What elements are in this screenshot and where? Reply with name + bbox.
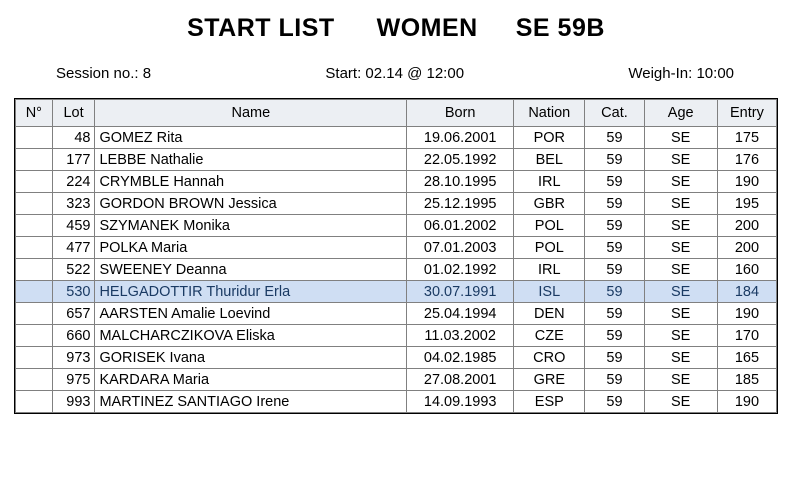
- cell-age: SE: [644, 149, 717, 171]
- cell-number: [16, 171, 53, 193]
- cell-entry: 200: [717, 237, 776, 259]
- cell-entry: 200: [717, 215, 776, 237]
- cell-nation: GBR: [514, 193, 585, 215]
- cell-born: 14.09.1993: [407, 391, 514, 413]
- cell-age: SE: [644, 237, 717, 259]
- cell-category: 59: [585, 303, 644, 325]
- cell-age: SE: [644, 171, 717, 193]
- table-row[interactable]: [16, 369, 777, 391]
- cell-entry: 190: [717, 391, 776, 413]
- cell-nation: CZE: [514, 325, 585, 347]
- cell-name: CRYMBLE Hannah: [95, 171, 407, 193]
- cell-category: 59: [585, 369, 644, 391]
- cell-category: 59: [585, 215, 644, 237]
- cell-category: 59: [585, 347, 644, 369]
- cell-name: HELGADOTTIR Thuridur Erla: [95, 281, 407, 303]
- start-list-table-container: [14, 98, 778, 414]
- cell-category: 59: [585, 281, 644, 303]
- column-header-born: Born: [407, 100, 514, 127]
- cell-lot: 657: [52, 303, 95, 325]
- cell-category: 59: [585, 391, 644, 413]
- cell-number: [16, 149, 53, 171]
- cell-category: 59: [585, 149, 644, 171]
- cell-category: 59: [585, 237, 644, 259]
- page-title: [0, 14, 792, 43]
- page-title-part-category: WOMEN: [376, 14, 478, 42]
- start-list-table: [15, 99, 777, 413]
- cell-number: [16, 369, 53, 391]
- cell-name: GORDON BROWN Jessica: [95, 193, 407, 215]
- table-header-row: [16, 100, 777, 127]
- cell-nation: GRE: [514, 369, 585, 391]
- cell-born: 06.01.2002: [407, 215, 514, 237]
- cell-entry: 195: [717, 193, 776, 215]
- cell-lot: 224: [52, 171, 95, 193]
- column-header-number: N°: [16, 100, 53, 127]
- cell-age: SE: [644, 193, 717, 215]
- cell-born: 25.12.1995: [407, 193, 514, 215]
- cell-lot: 530: [52, 281, 95, 303]
- cell-entry: 160: [717, 259, 776, 281]
- cell-nation: CRO: [514, 347, 585, 369]
- table-row[interactable]: [16, 171, 777, 193]
- page-title-part-list: START LIST: [187, 14, 335, 42]
- cell-age: SE: [644, 325, 717, 347]
- table-row[interactable]: [16, 215, 777, 237]
- cell-nation: DEN: [514, 303, 585, 325]
- column-header-nation: Nation: [514, 100, 585, 127]
- cell-age: SE: [644, 215, 717, 237]
- cell-age: SE: [644, 281, 717, 303]
- page-title-part-group: SE 59B: [515, 14, 605, 42]
- weigh-in-time: Weigh-In: 10:00: [628, 65, 734, 82]
- column-header-category: Cat.: [585, 100, 644, 127]
- cell-age: SE: [644, 303, 717, 325]
- cell-category: 59: [585, 127, 644, 149]
- cell-name: LEBBE Nathalie: [95, 149, 407, 171]
- cell-age: SE: [644, 127, 717, 149]
- cell-category: 59: [585, 171, 644, 193]
- cell-name: SWEENEY Deanna: [95, 259, 407, 281]
- table-row[interactable]: [16, 347, 777, 369]
- cell-lot: 975: [52, 369, 95, 391]
- cell-name: AARSTEN Amalie Loevind: [95, 303, 407, 325]
- cell-born: 22.05.1992: [407, 149, 514, 171]
- cell-number: [16, 237, 53, 259]
- cell-entry: 190: [717, 303, 776, 325]
- cell-name: KARDARA Maria: [95, 369, 407, 391]
- cell-born: 07.01.2003: [407, 237, 514, 259]
- cell-lot: 660: [52, 325, 95, 347]
- table-row[interactable]: [16, 281, 777, 303]
- cell-entry: 176: [717, 149, 776, 171]
- cell-entry: 190: [717, 171, 776, 193]
- cell-name: POLKA Maria: [95, 237, 407, 259]
- table-row[interactable]: [16, 391, 777, 413]
- column-header-name: Name: [95, 100, 407, 127]
- cell-lot: 477: [52, 237, 95, 259]
- cell-nation: ESP: [514, 391, 585, 413]
- column-header-lot: Lot: [52, 100, 95, 127]
- cell-name: MALCHARCZIKOVA Eliska: [95, 325, 407, 347]
- cell-lot: 323: [52, 193, 95, 215]
- cell-entry: 170: [717, 325, 776, 347]
- cell-entry: 185: [717, 369, 776, 391]
- cell-entry: 184: [717, 281, 776, 303]
- table-row[interactable]: [16, 325, 777, 347]
- cell-born: 28.10.1995: [407, 171, 514, 193]
- cell-number: [16, 215, 53, 237]
- cell-lot: 973: [52, 347, 95, 369]
- cell-number: [16, 391, 53, 413]
- cell-name: MARTINEZ SANTIAGO Irene: [95, 391, 407, 413]
- cell-nation: BEL: [514, 149, 585, 171]
- cell-category: 59: [585, 325, 644, 347]
- cell-nation: POL: [514, 215, 585, 237]
- table-body: [16, 127, 777, 413]
- cell-lot: 522: [52, 259, 95, 281]
- session-number: Session no.: 8: [56, 65, 152, 82]
- table-row[interactable]: [16, 259, 777, 281]
- cell-nation: POL: [514, 237, 585, 259]
- cell-number: [16, 281, 53, 303]
- cell-entry: 165: [717, 347, 776, 369]
- table-header: [16, 100, 777, 127]
- cell-name: GORISEK Ivana: [95, 347, 407, 369]
- cell-born: 11.03.2002: [407, 325, 514, 347]
- cell-born: 01.02.1992: [407, 259, 514, 281]
- cell-nation: IRL: [514, 259, 585, 281]
- cell-age: SE: [644, 391, 717, 413]
- cell-lot: 459: [52, 215, 95, 237]
- table-row[interactable]: [16, 237, 777, 259]
- table-row[interactable]: [16, 149, 777, 171]
- cell-nation: POR: [514, 127, 585, 149]
- cell-age: SE: [644, 369, 717, 391]
- cell-number: [16, 127, 53, 149]
- start-list-page: [0, 14, 792, 487]
- cell-born: 25.04.1994: [407, 303, 514, 325]
- cell-number: [16, 347, 53, 369]
- cell-nation: IRL: [514, 171, 585, 193]
- table-row[interactable]: [16, 127, 777, 149]
- cell-lot: 48: [52, 127, 95, 149]
- cell-born: 19.06.2001: [407, 127, 514, 149]
- cell-category: 59: [585, 193, 644, 215]
- table-row[interactable]: [16, 193, 777, 215]
- cell-number: [16, 303, 53, 325]
- cell-nation: ISL: [514, 281, 585, 303]
- column-header-entry: Entry: [717, 100, 776, 127]
- cell-lot: 177: [52, 149, 95, 171]
- column-header-age: Age: [644, 100, 717, 127]
- cell-lot: 993: [52, 391, 95, 413]
- cell-number: [16, 259, 53, 281]
- cell-number: [16, 325, 53, 347]
- table-row[interactable]: [16, 303, 777, 325]
- session-info-bar: [0, 65, 792, 82]
- cell-born: 27.08.2001: [407, 369, 514, 391]
- cell-age: SE: [644, 259, 717, 281]
- cell-born: 30.07.1991: [407, 281, 514, 303]
- cell-name: SZYMANEK Monika: [95, 215, 407, 237]
- cell-age: SE: [644, 347, 717, 369]
- cell-number: [16, 193, 53, 215]
- cell-born: 04.02.1985: [407, 347, 514, 369]
- cell-name: GOMEZ Rita: [95, 127, 407, 149]
- cell-entry: 175: [717, 127, 776, 149]
- start-time: Start: 02.14 @ 12:00: [325, 65, 465, 82]
- cell-category: 59: [585, 259, 644, 281]
